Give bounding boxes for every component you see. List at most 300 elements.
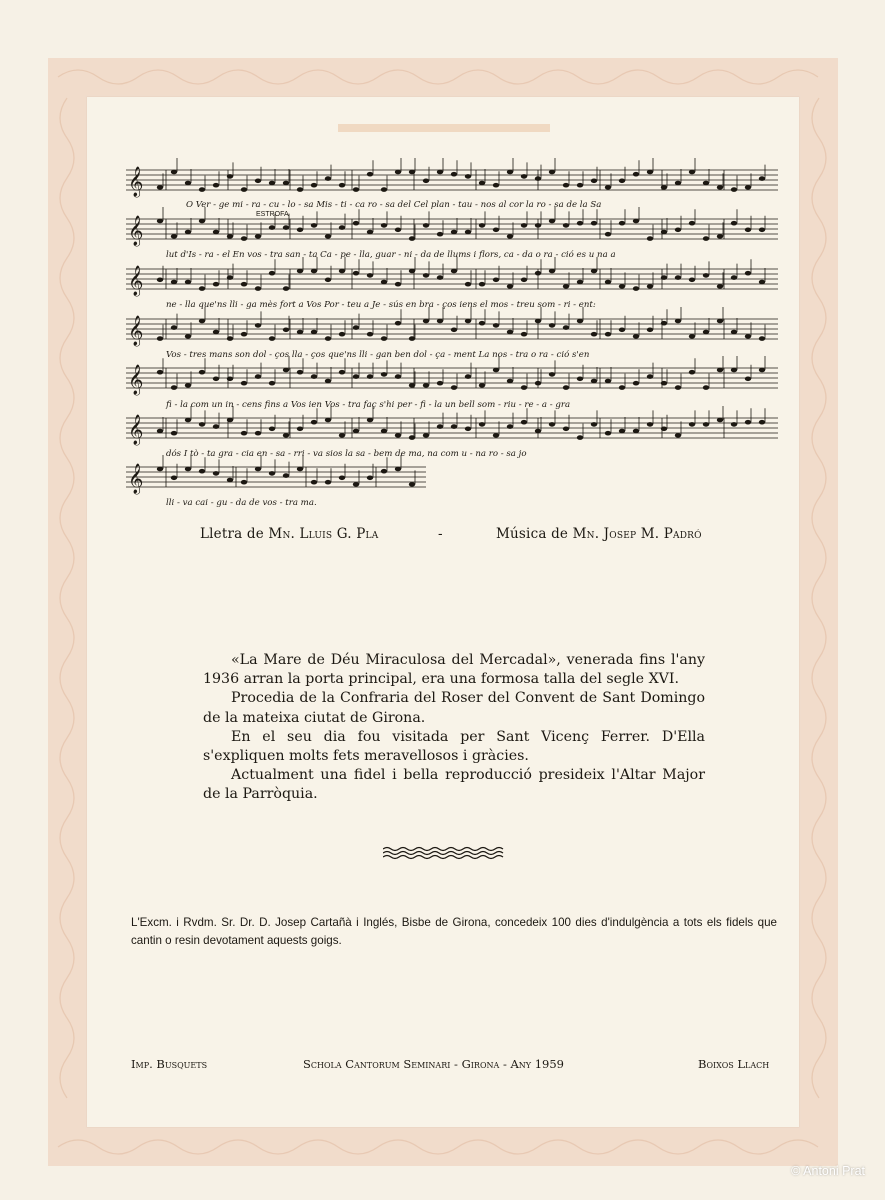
note-head: [311, 183, 317, 188]
note-head: [577, 319, 583, 324]
note-head: [409, 236, 415, 241]
note-head: [619, 429, 625, 434]
note-head: [661, 381, 667, 386]
note-head: [381, 187, 387, 192]
note-head: [731, 221, 737, 226]
paragraph-4: Actualment una fidel i bella reproducció presideix l'Altar Major de la Parròquia.: [203, 767, 705, 803]
note-head: [479, 223, 485, 228]
note-head: [535, 319, 541, 324]
note-head: [353, 271, 359, 276]
note-head: [339, 476, 345, 481]
note-head: [227, 234, 233, 239]
note-head: [437, 275, 443, 280]
note-head: [479, 383, 485, 388]
note-head: [353, 482, 359, 487]
note-head: [465, 374, 471, 379]
treble-clef-icon: 𝄞: [128, 415, 144, 445]
decorative-band-icon: [338, 122, 550, 134]
note-head: [409, 336, 415, 341]
note-head: [171, 170, 177, 175]
note-head: [157, 467, 163, 472]
note-head: [199, 319, 205, 324]
note-head: [675, 433, 681, 438]
note-head: [647, 328, 653, 333]
note-head: [367, 374, 373, 379]
note-head: [381, 223, 387, 228]
note-head: [661, 427, 667, 432]
note-head: [423, 223, 429, 228]
copyright-watermark: © Antoni Prat: [791, 1164, 865, 1178]
note-head: [619, 221, 625, 226]
treble-clef-icon: 𝄞: [128, 167, 144, 197]
note-head: [227, 336, 233, 341]
note-head: [269, 336, 275, 341]
note-head: [521, 332, 527, 337]
note-head: [661, 321, 667, 326]
note-head: [185, 181, 191, 186]
note-head: [283, 368, 289, 373]
note-head: [745, 185, 751, 190]
note-head: [493, 323, 499, 328]
note-head: [213, 282, 219, 287]
note-head: [661, 275, 667, 280]
note-head: [339, 269, 345, 274]
note-head: [367, 476, 373, 481]
credits-line: [0, 526, 885, 548]
note-head: [395, 321, 401, 326]
note-head: [521, 278, 527, 283]
note-head: [255, 179, 261, 184]
note-head: [675, 275, 681, 280]
note-head: [591, 179, 597, 184]
note-head: [759, 228, 765, 233]
note-head: [633, 172, 639, 177]
note-head: [647, 170, 653, 175]
musical-score: [126, 158, 778, 513]
note-head: [521, 385, 527, 390]
note-head: [745, 228, 751, 233]
note-head: [297, 187, 303, 192]
note-head: [633, 381, 639, 386]
note-head: [423, 383, 429, 388]
note-head: [157, 278, 163, 283]
note-head: [479, 282, 485, 287]
note-head: [409, 383, 415, 388]
note-head: [689, 334, 695, 339]
note-head: [157, 185, 163, 190]
note-head: [269, 427, 275, 432]
note-head: [451, 385, 457, 390]
note-head: [521, 174, 527, 179]
note-head: [269, 225, 275, 230]
note-head: [633, 429, 639, 434]
note-head: [185, 280, 191, 285]
note-head: [255, 431, 261, 436]
note-head: [493, 278, 499, 283]
note-head: [269, 181, 275, 186]
lyrics-credit: [200, 526, 378, 542]
note-head: [605, 431, 611, 436]
note-head: [647, 422, 653, 427]
note-head: [745, 334, 751, 339]
note-head: [535, 176, 541, 181]
note-head: [255, 234, 261, 239]
note-head: [507, 379, 513, 384]
note-head: [325, 234, 331, 239]
note-head: [409, 435, 415, 440]
note-head: [297, 427, 303, 432]
note-head: [171, 385, 177, 390]
note-head: [395, 170, 401, 175]
note-head: [563, 284, 569, 289]
note-head: [213, 330, 219, 335]
note-head: [241, 431, 247, 436]
note-head: [283, 181, 289, 186]
note-head: [367, 172, 373, 177]
note-head: [703, 181, 709, 186]
note-head: [745, 377, 751, 382]
note-head: [213, 471, 219, 476]
lyrics-prefix: Lletra de: [200, 526, 269, 542]
note-head: [759, 336, 765, 341]
note-head: [255, 323, 261, 328]
note-head: [605, 185, 611, 190]
note-head: [381, 336, 387, 341]
note-head: [633, 286, 639, 291]
note-head: [521, 420, 527, 425]
note-head: [689, 278, 695, 283]
lyric-line-4: Vos - tres mans son dol - ços lla - ços que'ns lli - gan ben dol - ça - ment La nos - tra o ra - ció s'en: [166, 350, 590, 360]
note-head: [325, 176, 331, 181]
note-head: [535, 223, 541, 228]
note-head: [199, 422, 205, 427]
note-head: [647, 374, 653, 379]
note-head: [717, 284, 723, 289]
note-head: [703, 273, 709, 278]
note-head: [577, 221, 583, 226]
note-head: [535, 381, 541, 386]
note-head: [451, 424, 457, 429]
note-head: [157, 370, 163, 375]
note-head: [549, 422, 555, 427]
note-head: [563, 183, 569, 188]
note-head: [227, 275, 233, 280]
note-head: [339, 370, 345, 375]
note-head: [675, 385, 681, 390]
note-head: [479, 321, 485, 326]
note-head: [619, 328, 625, 333]
note-head: [605, 332, 611, 337]
note-head: [647, 236, 653, 241]
note-head: [591, 379, 597, 384]
note-head: [451, 172, 457, 177]
note-head: [759, 420, 765, 425]
note-head: [563, 385, 569, 390]
paragraph-2: Procedia de la Confraria del Roser del Convent de Sant Domingo de la mateixa ciutat de Girona.: [203, 690, 705, 726]
note-head: [437, 381, 443, 386]
note-head: [437, 232, 443, 237]
note-head: [255, 467, 261, 472]
note-head: [577, 435, 583, 440]
note-head: [367, 418, 373, 423]
music-author: Mn. Josep M. Padró: [572, 526, 702, 542]
note-head: [731, 275, 737, 280]
footer: [0, 1057, 885, 1077]
section-label: ESTROFA: [256, 211, 289, 218]
note-head: [171, 325, 177, 330]
note-head: [213, 230, 219, 235]
note-head: [171, 280, 177, 285]
note-head: [297, 228, 303, 233]
note-head: [395, 433, 401, 438]
lyric-line-7: lli - va cai - gu - da de vos - tra ma.: [166, 498, 317, 508]
note-head: [283, 328, 289, 333]
note-head: [437, 319, 443, 324]
note-head: [367, 273, 373, 278]
note-head: [185, 467, 191, 472]
note-head: [675, 181, 681, 186]
note-head: [241, 381, 247, 386]
note-head: [549, 323, 555, 328]
note-head: [549, 219, 555, 224]
note-head: [465, 174, 471, 179]
note-head: [311, 480, 317, 485]
note-head: [479, 181, 485, 186]
note-head: [423, 319, 429, 324]
note-head: [507, 330, 513, 335]
note-head: [507, 170, 513, 175]
note-head: [633, 219, 639, 224]
history-text: [203, 651, 705, 805]
note-head: [647, 284, 653, 289]
note-head: [507, 234, 513, 239]
note-head: [241, 480, 247, 485]
note-head: [521, 223, 527, 228]
note-head: [311, 330, 317, 335]
note-head: [157, 219, 163, 224]
note-head: [745, 420, 751, 425]
note-head: [199, 219, 205, 224]
note-head: [269, 471, 275, 476]
note-head: [339, 433, 345, 438]
note-head: [381, 372, 387, 377]
note-head: [465, 282, 471, 287]
note-head: [241, 187, 247, 192]
note-head: [423, 179, 429, 184]
note-head: [717, 234, 723, 239]
note-head: [591, 269, 597, 274]
note-head: [465, 319, 471, 324]
note-head: [325, 480, 331, 485]
note-head: [283, 473, 289, 478]
indulgence-notice: L'Excm. i Rvdm. Sr. Dr. D. Josep Cartañà i Inglés, Bisbe de Girona, concedeix 100 dies d'indulgència a tots els fidels que cantin o resin devotament aquests goigs.: [131, 916, 777, 947]
note-head: [437, 424, 443, 429]
note-head: [353, 429, 359, 434]
note-head: [577, 280, 583, 285]
note-head: [703, 236, 709, 241]
note-head: [731, 187, 737, 192]
note-head: [703, 330, 709, 335]
note-head: [535, 271, 541, 276]
treble-clef-icon: 𝄞: [128, 464, 144, 494]
note-head: [297, 467, 303, 472]
note-head: [493, 183, 499, 188]
note-head: [381, 429, 387, 434]
lyric-line-2: lut d'Is - ra - el En vos - tra san - ta Ca - pe - lla, guar - ni - da de llums i flors, ca - da o ra - ció es u na a: [166, 250, 616, 260]
note-head: [577, 377, 583, 382]
paragraph-3: En el seu dia fou visitada per Sant Vicenç Ferrer. D'Ella s'expliquen molts fets meravellosos i gràcies.: [203, 728, 705, 765]
note-head: [689, 170, 695, 175]
publisher-line: Schola Cantorum Seminari - Girona - Any 1959: [303, 1057, 565, 1071]
note-head: [465, 427, 471, 432]
treble-clef-icon: 𝄞: [128, 216, 144, 246]
note-head: [731, 422, 737, 427]
note-head: [213, 183, 219, 188]
note-head: [759, 368, 765, 373]
note-head: [339, 332, 345, 337]
note-head: [591, 332, 597, 337]
music-credit: [496, 526, 702, 542]
note-head: [619, 385, 625, 390]
note-head: [731, 368, 737, 373]
lyric-line-6: dós I tò - ta gra - cia en - sa - rri - va sios la sa - bem de ma, na com u - na ro - sa jo: [166, 449, 527, 459]
note-head: [493, 433, 499, 438]
note-head: [381, 469, 387, 474]
note-head: [605, 379, 611, 384]
note-head: [717, 185, 723, 190]
note-head: [409, 170, 415, 175]
note-head: [423, 433, 429, 438]
note-head: [199, 370, 205, 375]
note-head: [675, 228, 681, 233]
note-head: [661, 230, 667, 235]
note-head: [549, 372, 555, 377]
note-head: [171, 431, 177, 436]
note-head: [395, 282, 401, 287]
note-head: [605, 280, 611, 285]
note-head: [395, 374, 401, 379]
printer-name: Imp. Busquets: [131, 1057, 208, 1071]
note-head: [759, 280, 765, 285]
note-head: [451, 269, 457, 274]
note-head: [535, 429, 541, 434]
note-head: [199, 286, 205, 291]
note-head: [619, 179, 625, 184]
note-head: [717, 368, 723, 373]
note-head: [227, 174, 233, 179]
note-head: [269, 381, 275, 386]
note-head: [675, 319, 681, 324]
note-head: [451, 230, 457, 235]
note-head: [325, 336, 331, 341]
note-head: [367, 230, 373, 235]
note-head: [185, 418, 191, 423]
note-head: [465, 230, 471, 235]
paragraph-1: «La Mare de Déu Miraculosa del Mercadal», venerada fins l'any 1936 arran la porta principal, era una formosa talla del segle XVI.: [203, 652, 705, 688]
note-head: [409, 482, 415, 487]
note-head: [661, 185, 667, 190]
note-head: [745, 271, 751, 276]
note-head: [395, 228, 401, 233]
note-head: [269, 271, 275, 276]
treble-clef-icon: 𝄞: [128, 266, 144, 296]
note-head: [339, 183, 345, 188]
note-head: [563, 223, 569, 228]
note-head: [227, 377, 233, 382]
note-head: [297, 269, 303, 274]
note-head: [353, 187, 359, 192]
treble-clef-icon: 𝄞: [128, 316, 144, 346]
note-head: [493, 228, 499, 233]
note-head: [381, 280, 387, 285]
note-head: [591, 422, 597, 427]
note-head: [227, 418, 233, 423]
note-head: [157, 429, 163, 434]
treble-clef-icon: 𝄞: [128, 365, 144, 395]
note-head: [311, 420, 317, 425]
note-head: [703, 385, 709, 390]
note-head: [283, 225, 289, 230]
note-head: [577, 183, 583, 188]
note-head: [325, 418, 331, 423]
note-head: [619, 284, 625, 289]
lyric-line-5: fi - la com un in - cens fins a Vos ien Vos - tra faç s'hi per - fi - la un bell som - riu - re - a - gra: [166, 400, 571, 410]
note-head: [507, 284, 513, 289]
music-prefix: Música de: [496, 526, 573, 542]
note-head: [507, 424, 513, 429]
note-head: [171, 234, 177, 239]
note-head: [339, 225, 345, 230]
note-head: [759, 176, 765, 181]
note-head: [325, 278, 331, 283]
note-head: [493, 368, 499, 373]
note-head: [717, 418, 723, 423]
note-head: [563, 325, 569, 330]
note-head: [157, 336, 163, 341]
note-head: [409, 269, 415, 274]
note-head: [353, 325, 359, 330]
note-head: [311, 374, 317, 379]
note-head: [633, 334, 639, 339]
note-head: [689, 221, 695, 226]
note-head: [395, 467, 401, 472]
note-head: [731, 330, 737, 335]
note-head: [185, 383, 191, 388]
note-head: [325, 379, 331, 384]
note-head: [703, 422, 709, 427]
note-head: [311, 223, 317, 228]
note-head: [297, 330, 303, 335]
note-head: [199, 187, 205, 192]
note-head: [199, 469, 205, 474]
note-head: [297, 370, 303, 375]
note-head: [185, 334, 191, 339]
note-head: [451, 328, 457, 333]
note-head: [437, 170, 443, 175]
note-head: [591, 221, 597, 226]
note-head: [717, 319, 723, 324]
lyric-line-1: O Ver - ge mi - ra - cu - lo - sa Mis - ti - ca ro - sa del Cel plan - tau - nos al cor la ro - sa de la Sa: [186, 200, 602, 210]
lyrics-author: Mn. Lluis G. Pla: [268, 526, 379, 542]
illustrator-name: Boixos Llach: [698, 1057, 770, 1071]
note-head: [241, 236, 247, 241]
note-head: [171, 476, 177, 481]
note-head: [689, 370, 695, 375]
note-head: [241, 332, 247, 337]
note-head: [213, 377, 219, 382]
note-head: [479, 422, 485, 427]
note-head: [213, 424, 219, 429]
